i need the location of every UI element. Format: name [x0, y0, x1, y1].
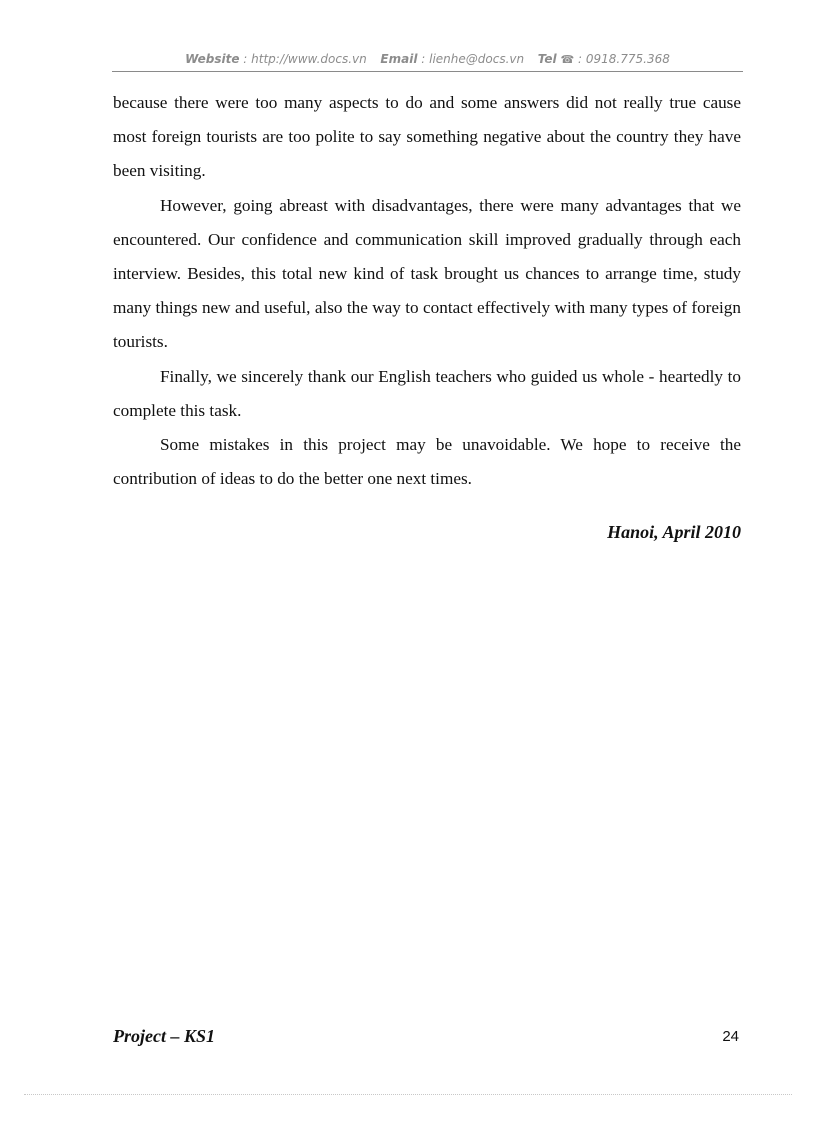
- page-bottom-divider: [24, 1094, 792, 1095]
- paragraph-4: Some mistakes in this project may be unavoidable. We hope to receive the contribution of ideas to do the better one next times.: [113, 435, 741, 489]
- website-label: Website: [185, 52, 240, 66]
- page-header: [112, 52, 743, 72]
- tel-label: Tel: [537, 52, 557, 66]
- paragraph-2: However, going abreast with disadvantages, there were many advantages that we encountered. Our confidence and communication skill improved gradually through each interview. Besides, this total new kind of task brought us chances to arrange time, study many things new and useful, also the way to contact effectively with many types of foreign tourists.: [113, 195, 741, 352]
- email-label: Email: [380, 52, 418, 66]
- paragraph-1: because there were too many aspects to do and some answers did not really true cause most foreign tourists are too polite to say something negative about the country they have been visiting.: [113, 93, 741, 181]
- phone-icon: ☎: [560, 53, 575, 66]
- body-text: [113, 86, 741, 496]
- email-value: : lienhe@docs.vn: [421, 52, 525, 66]
- paragraph-3: Finally, we sincerely thank our English teachers who guided us whole - heartedly to complete this task.: [113, 366, 741, 420]
- page-number: 24: [722, 1028, 739, 1045]
- footer-project-title: Project – KS1: [113, 1026, 215, 1046]
- signature-place-date: Hanoi, April 2010: [607, 522, 741, 542]
- website-value: : http://www.docs.vn: [243, 52, 367, 66]
- tel-value: : 0918.775.368: [578, 52, 670, 66]
